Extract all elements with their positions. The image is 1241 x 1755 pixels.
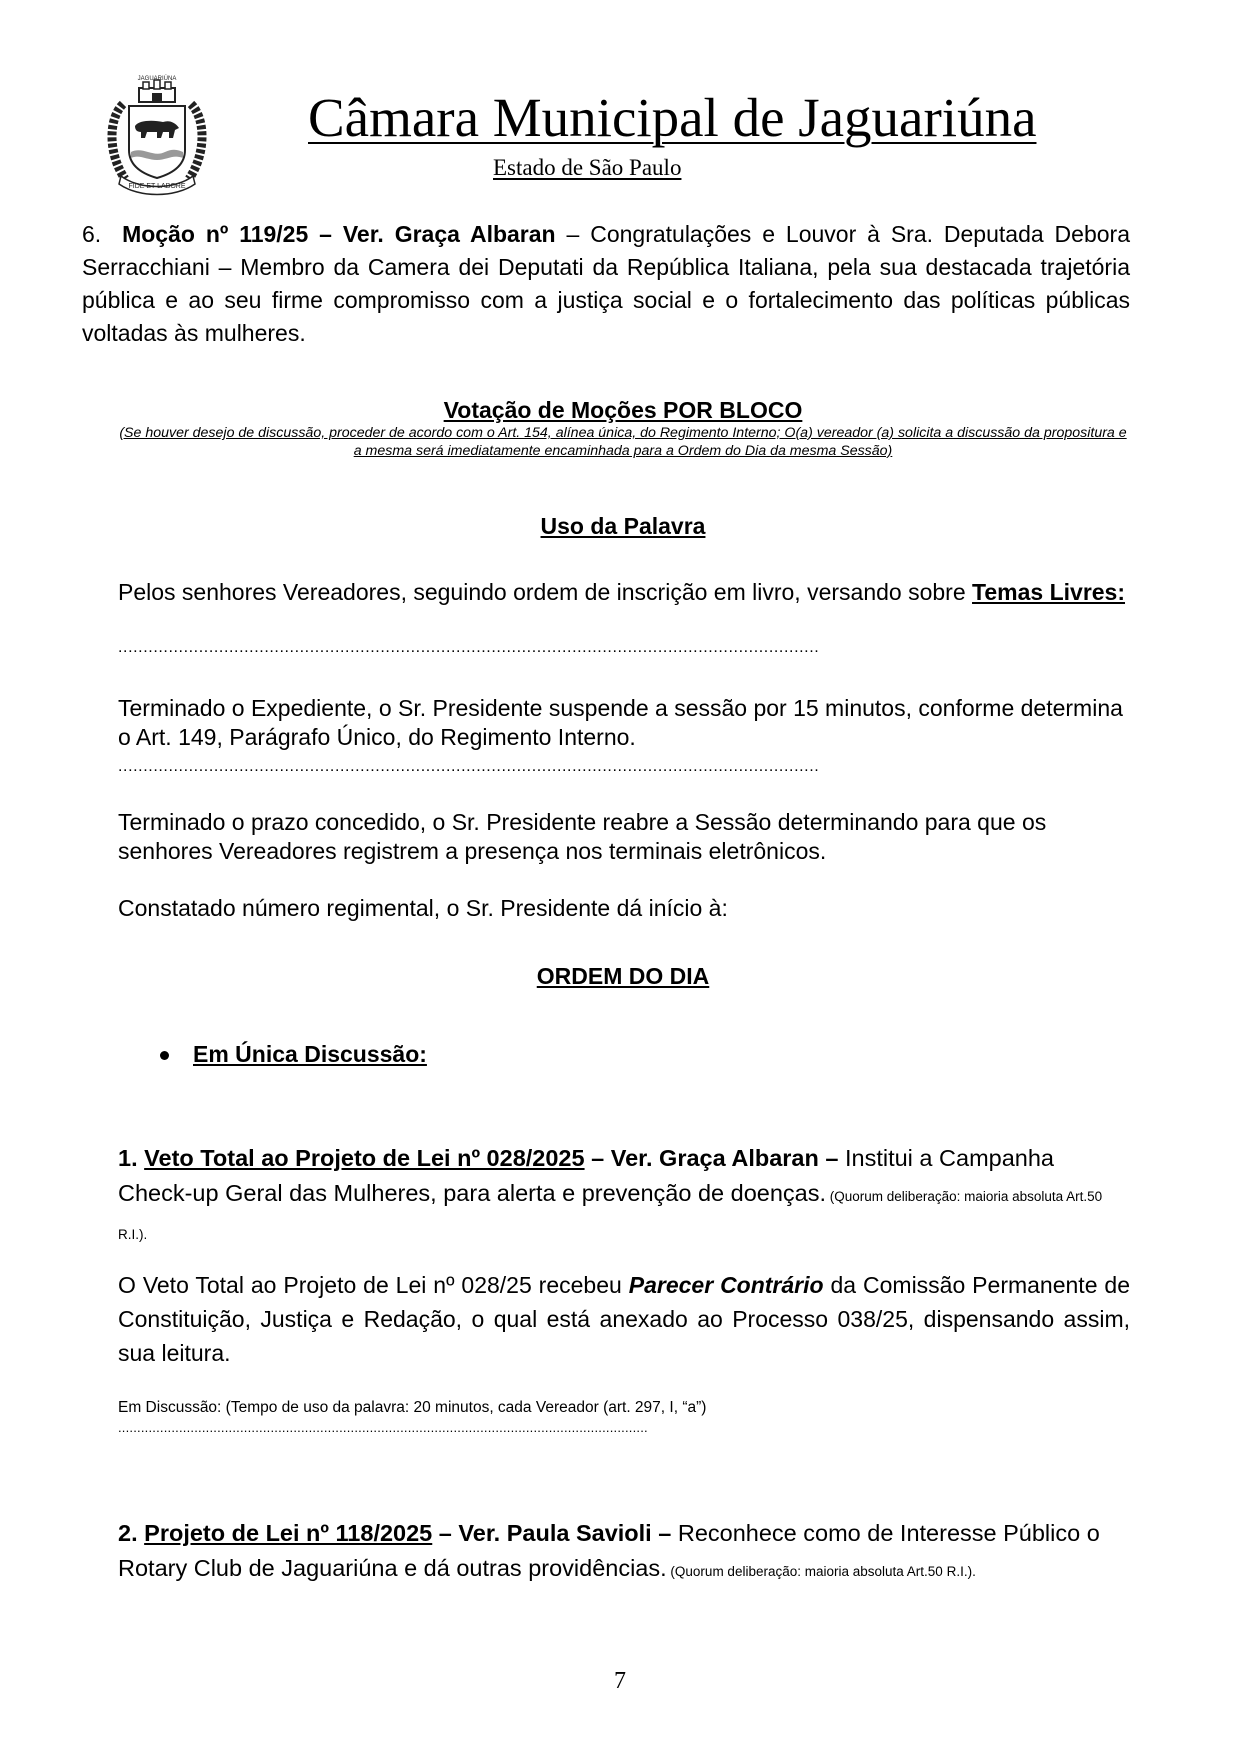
reabre-paragraph: Terminado o prazo concedido, o Sr. Presidente reabre a Sessão determinando para que os senhores Vereadores registrem a presença nos terminais eletrônicos.: [118, 809, 1047, 864]
logo-top-text: JAGUARIÚNA: [137, 76, 177, 82]
item-author: – Ver. Paula Savioli –: [432, 1520, 678, 1546]
bullet-icon: [160, 1051, 169, 1060]
agenda-item-1: [118, 1141, 1130, 1252]
page-title: Câmara Municipal de Jaguariúna: [308, 87, 1037, 148]
uso-palavra-text: [118, 578, 1130, 606]
item-number: 1.: [118, 1145, 145, 1171]
mocao-number: 6.: [82, 221, 102, 247]
expediente-paragraph: Terminado o Expediente, o Sr. Presidente suspende a sessão por 15 minutos, conforme determina o Art. 149, Parágrafo Único, do Regimento Interno.: [118, 695, 1123, 750]
dotted-separator: ...........................................................................................................................................: [118, 1420, 648, 1435]
page-subtitle: Estado de São Paulo: [493, 155, 682, 180]
item-text: Institui a Campanha Check-up Geral das Mulheres, para alerta e prevenção de doenças.: [118, 1145, 1054, 1206]
temas-livres: Temas Livres:: [972, 579, 1126, 605]
uso-palavra-body: Pelos senhores Vereadores, seguindo ordem de inscrição em livro, versando sobre: [118, 579, 973, 605]
unica-discussao-heading: Em Única Discussão:: [193, 1041, 427, 1067]
item-author: – Ver. Graça Albaran –: [584, 1145, 845, 1171]
item-quorum: (Quorum deliberação: maioria absoluta Art.50 R.I.).: [666, 1564, 976, 1579]
parecer-text-after: da Comissão Permanente de Constituição, Justiça e Redação, o qual está anexado ao Processo 038/25, dispensando assim, sua leitura.: [118, 1272, 1130, 1366]
item-quorum: (Quorum deliberação: maioria absoluta Art.50 R.I.).: [118, 1189, 1103, 1242]
votacao-heading: Votação de Moções POR BLOCO: [443, 397, 803, 423]
parecer-paragraph: [118, 1268, 1130, 1370]
uso-palavra-heading: Uso da Palavra: [540, 513, 706, 539]
item-number: 2.: [118, 1520, 145, 1546]
dotted-separator: ...........................................................................................................................................: [118, 759, 820, 775]
dotted-separator: ...........................................................................................................................................: [118, 640, 820, 656]
page-number: 7: [614, 1668, 626, 1694]
item-title: Veto Total ao Projeto de Lei nº 028/2025: [144, 1145, 585, 1171]
em-discussao: Em Discussão: (Tempo de uso da palavra: 20 minutos, cada Vereador (art. 297, I, “a”): [118, 1399, 707, 1416]
constatado-paragraph: Constatado número regimental, o Sr. Presidente dá início à:: [118, 895, 728, 921]
item-title: Projeto de Lei nº 118/2025: [144, 1520, 433, 1546]
mocao-lead: Moção nº 119/25 – Ver. Graça Albaran: [122, 221, 556, 247]
parecer-contrario: Parecer Contrário: [628, 1272, 824, 1298]
logo-motto: FIDE ET LABORE: [128, 183, 186, 190]
mocao-text: – Congratulações e Louvor à Sra. Deputada Debora Serracchiani – Membro da Camera dei Deputati da República Italiana, pela sua destacada trajetória pública e ao seu firme compromisso com a justiça social e o fortalecimento das políticas públicas voltadas às mulheres.: [82, 221, 1130, 346]
agenda-item-2: [118, 1516, 1130, 1589]
coat-of-arms-icon: [103, 74, 211, 198]
item-text: Reconhece como de Interesse Público o Rotary Club de Jaguariúna e dá outras providências.: [118, 1520, 1100, 1581]
mocao-item: [82, 218, 1130, 350]
ordem-do-dia-heading: ORDEM DO DIA: [536, 963, 710, 989]
parecer-text-before: O Veto Total ao Projeto de Lei nº 028/25 recebeu: [118, 1272, 629, 1298]
coat-of-arms-logo: [103, 74, 211, 198]
votacao-note: (Se houver desejo de discussão, proceder de acordo com o Art. 154, alínea única, do Regimento Interno; O(a) vereador (a) solicita a discussão da propositura e a mesma será imediatamente encaminhada para a Ordem do Dia da mesma Sessão): [119, 425, 1127, 459]
